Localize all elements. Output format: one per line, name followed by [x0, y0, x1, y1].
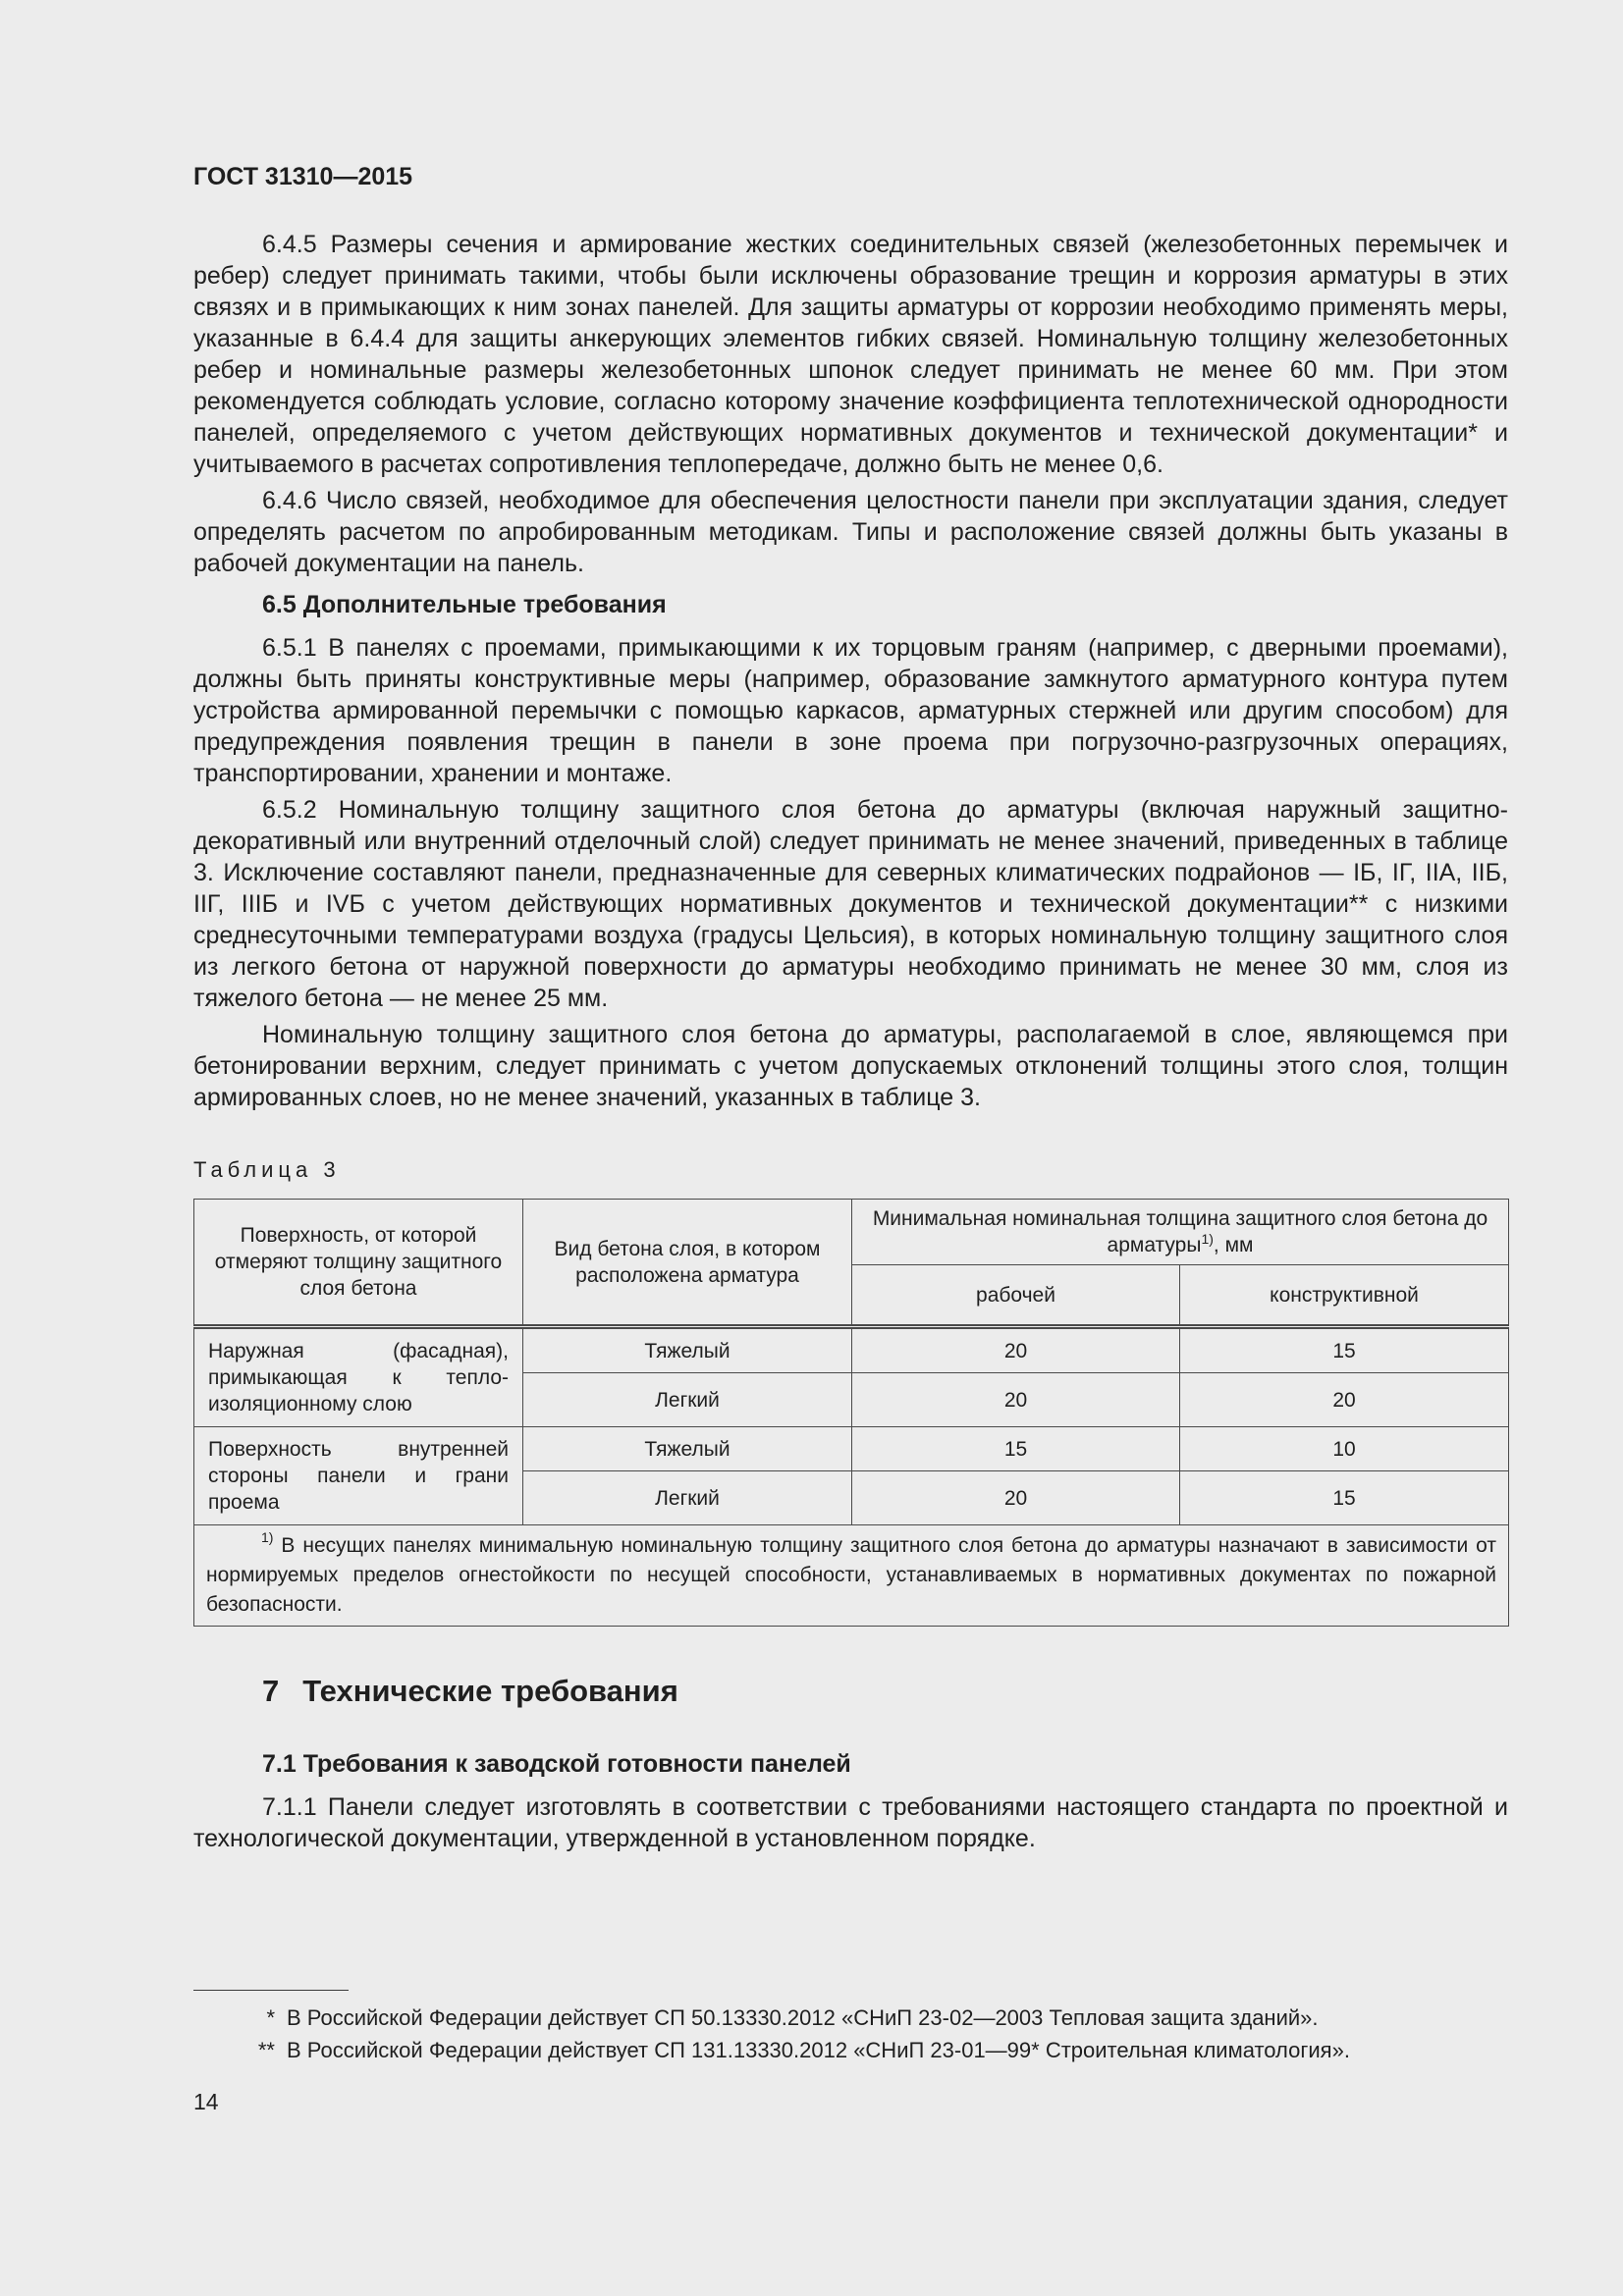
page-number: 14: [193, 2089, 219, 2114]
min-thickness-label: Минимальная номинальная толщина защитного слоя бетона до арматуры: [872, 1207, 1488, 1256]
table-footnote-mark: 1): [261, 1529, 274, 1545]
section-7-number: 7: [262, 1674, 280, 1708]
footnote-mark: *: [266, 2005, 275, 2030]
structural-cell: 15: [1180, 1327, 1509, 1373]
section-7-title: Технические требования: [302, 1674, 678, 1708]
working-cell: 20: [852, 1327, 1180, 1373]
table-footnote-text: В несущих панелях минимальную номинальную толщину защитного слоя бетона до арматуры назначают в зависимости от нормируемых пределов огнестойкости по несущей способности, устанавливаемых в нормативных документах по пожарной безопасности.: [206, 1534, 1497, 1616]
paragraph-6-4-6: 6.4.6 Число связей, необходимое для обеспечения целостности панели при эксплуатации здания, следует определять расчетом по апробированным методикам. Типы и расположение связей должны быть указаны в рабочей документации на панель.: [193, 487, 1508, 577]
table-caption: Таблица 3: [193, 1157, 341, 1182]
page-content: [193, 229, 1508, 1854]
concrete-cell: Тяжелый: [523, 1327, 852, 1373]
footnote-ref-1: 1): [1201, 1231, 1214, 1247]
col-header-concrete-type: Вид бетона слоя, в котором расположена арматура: [523, 1200, 852, 1327]
surface-cell: Поверхность внутренней стороны панели и грани проема: [194, 1427, 523, 1525]
surface-cell: Наружная (фасадная), примыкающая к тепло-изоляционному слою: [194, 1327, 523, 1427]
structural-cell: 15: [1180, 1471, 1509, 1525]
section-7-heading: [193, 1674, 1508, 1709]
col-header-min-thickness: [852, 1200, 1509, 1265]
footnote-text: В Российской Федерации действует СП 131.13330.2012 «СНиП 23-01—99* Строительная климатология».: [287, 2038, 1350, 2062]
footnote-text: В Российской Федерации действует СП 50.13330.2012 «СНиП 23-02—2003 Тепловая защита зданий».: [287, 2005, 1319, 2030]
footnote-mark: **: [257, 2038, 275, 2062]
document-header: ГОСТ 31310—2015: [193, 163, 413, 190]
col-header-working: рабочей: [852, 1265, 1180, 1327]
footnote-item: [193, 2034, 1508, 2066]
table-3: [193, 1199, 1509, 1627]
working-cell: 20: [852, 1373, 1180, 1427]
working-cell: 15: [852, 1427, 1180, 1471]
section-6-5-heading: 6.5 Дополнительные требования: [262, 591, 667, 618]
structural-cell: 10: [1180, 1427, 1509, 1471]
col-header-surface: Поверхность, от которой отмеряют толщину защитного слоя бетона: [194, 1200, 523, 1327]
footnote-separator: [193, 1990, 349, 1991]
paragraph-6-4-5: 6.4.5 Размеры сечения и армирование жестких соединительных связей (железобетонных перемычек и ребер) следует принимать такими, чтобы были исключены образование трещин и коррозия арматуры в этих связях и в примыкающих к ним зонах панелей. Для защиты арматуры от коррозии необходимо применять меры, указанные в 6.4.4 для защиты анкерующих элементов гибких связей. Номинальную толщину железобетонных ребер и номинальные размеры железобетонных шпонок следует принимать не менее 60 мм. При этом рекомендуется соблюдать условие, согласно которому значение коэффициента теплотехнической однородности панелей, определяемого с учетом действующих нормативных документов и технической документации* и учитываемого в расчетах сопротивления теплопередаче, должно быть не менее 0,6.: [193, 231, 1508, 478]
col-header-structural: конструктивной: [1180, 1265, 1509, 1327]
paragraph-7-1-1: 7.1.1 Панели следует изготовлять в соответствии с требованиями настоящего стандарта по проектной и технологической документации, утвержденной в установленном порядке.: [193, 1793, 1508, 1852]
working-cell: 20: [852, 1471, 1180, 1525]
structural-cell: 20: [1180, 1373, 1509, 1427]
paragraph-6-5-2: 6.5.2 Номинальную толщину защитного слоя бетона до арматуры (включая наружный защитно-декоративный или внутренний отделочный слой) следует принимать не менее значений, приведенных в таблице 3. Исключение составляют панели, предназначенные для северных климатических подрайонов — IБ, IГ, IIА, IIБ, IIГ, IIIБ и IVБ с учетом действующих нормативных документов и технической документации** с низкими среднесуточными температурами воздуха (градусы Цельсия), в которых номинальную толщину защитного слоя из легкого бетона от наружной поверхности до арматуры необходимо принимать не менее 30 мм, слоя из тяжелого бетона — не менее 25 мм.: [193, 796, 1508, 1012]
paragraph-6-5-1: 6.5.1 В панелях с проемами, примыкающими к их торцовым граням (например, с дверными проемами), должны быть приняты конструктивные меры (например, образование замкнутого арматурного контура путем устройства армированной перемычки с помощью каркасов, арматурных стержней или другим способом) для предупреждения появления трещин в панели в зоне проема при погрузочно-разгрузочных операциях, транспортировании, хранении и монтаже.: [193, 634, 1508, 787]
paragraph-6-5-2-cont: Номинальную толщину защитного слоя бетона до арматуры, располагаемой в слое, являющемся при бетонировании верхним, следует принимать с учетом допускаемых отклонений толщины этого слоя, толщин армированных слоев, но не менее значений, указанных в таблице 3.: [193, 1021, 1508, 1111]
table-footnote: [194, 1525, 1509, 1627]
section-7-1-heading: 7.1 Требования к заводской готовности панелей: [262, 1750, 851, 1778]
concrete-cell: Легкий: [523, 1471, 852, 1525]
min-thickness-unit: , мм: [1213, 1234, 1254, 1256]
footnotes: [193, 2002, 1508, 2066]
concrete-cell: Легкий: [523, 1373, 852, 1427]
footnote-item: [193, 2002, 1508, 2034]
concrete-cell: Тяжелый: [523, 1427, 852, 1471]
